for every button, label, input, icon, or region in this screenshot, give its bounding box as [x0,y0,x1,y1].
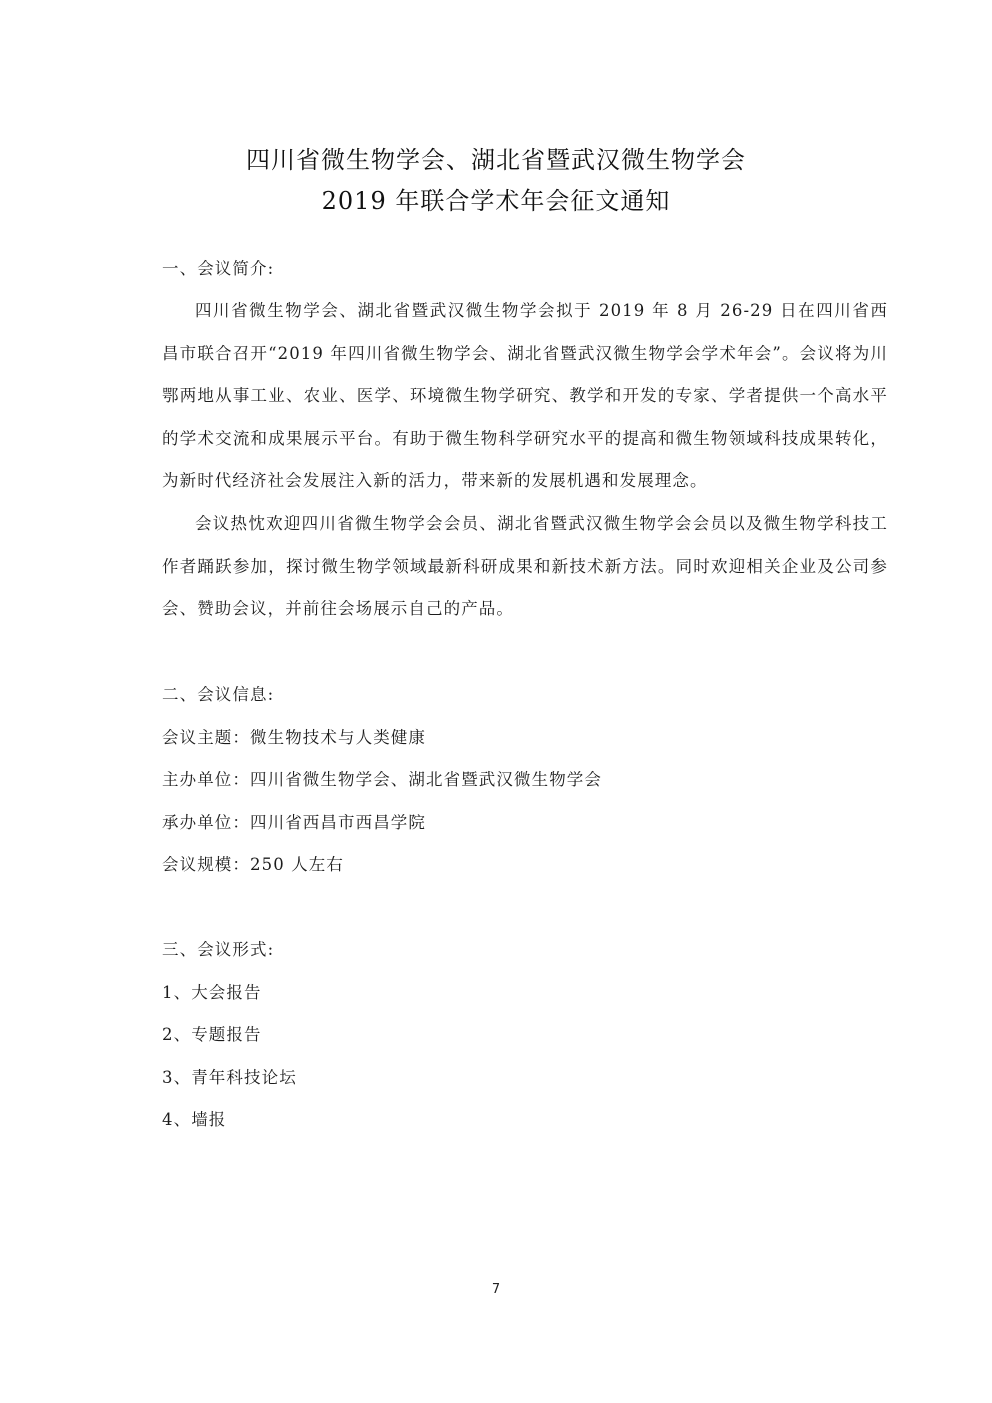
section1-paragraph1: 四川省微生物学会、湖北省暨武汉微生物学会拟于 2019 年 8 月 26-29 日在四川省西昌市联合召开“2019 年四川省微生物学会、湖北省暨武汉微生物学会学术年会”。会议将为川鄂两地从事工业、农业、医学、环境微生物学研究、教学和开发的专家、学者提供一个高水平的学术交流和成果展示平台。有助于微生物科学研究水平的提高和微生物领域科技成果转化，为新时代经济社会发展注入新的活力，带来新的发展机遇和发展理念。 [162,301,888,490]
page-number: 7 [491,1282,501,1297]
section1-paragraph2: 会议热忱欢迎四川省微生物学会会员、湖北省暨武汉微生物学会会员以及微生物学科技工作者踊跃参加，探讨微生物学领域最新科研成果和新技术新方法。同时欢迎相关企业及公司参会、赞助会议，并前往会场展示自己的产品。 [162,514,888,618]
document-title-line2: 2019 年联合学术年会征文通知 [321,187,671,215]
meeting-organizer: 主办单位：四川省微生物学会、湖北省暨武汉微生物学会 [162,770,602,789]
section3-heading: 三、会议形式: [162,940,275,959]
format-item: 1、大会报告 [162,983,262,1002]
document-title-line1: 四川省微生物学会、湖北省暨武汉微生物学会 [246,146,746,174]
section1-heading: 一、会议简介: [162,259,275,278]
meeting-theme: 会议主题：微生物技术与人类健康 [162,728,426,747]
section2-heading: 二、会议信息: [162,685,275,704]
format-item: 2、专题报告 [162,1025,262,1044]
meeting-host: 承办单位：四川省西昌市西昌学院 [162,813,426,832]
format-item: 3、青年科技论坛 [162,1068,297,1087]
format-item: 4、墙报 [162,1110,227,1129]
meeting-scale: 会议规模：250 人左右 [162,855,344,874]
